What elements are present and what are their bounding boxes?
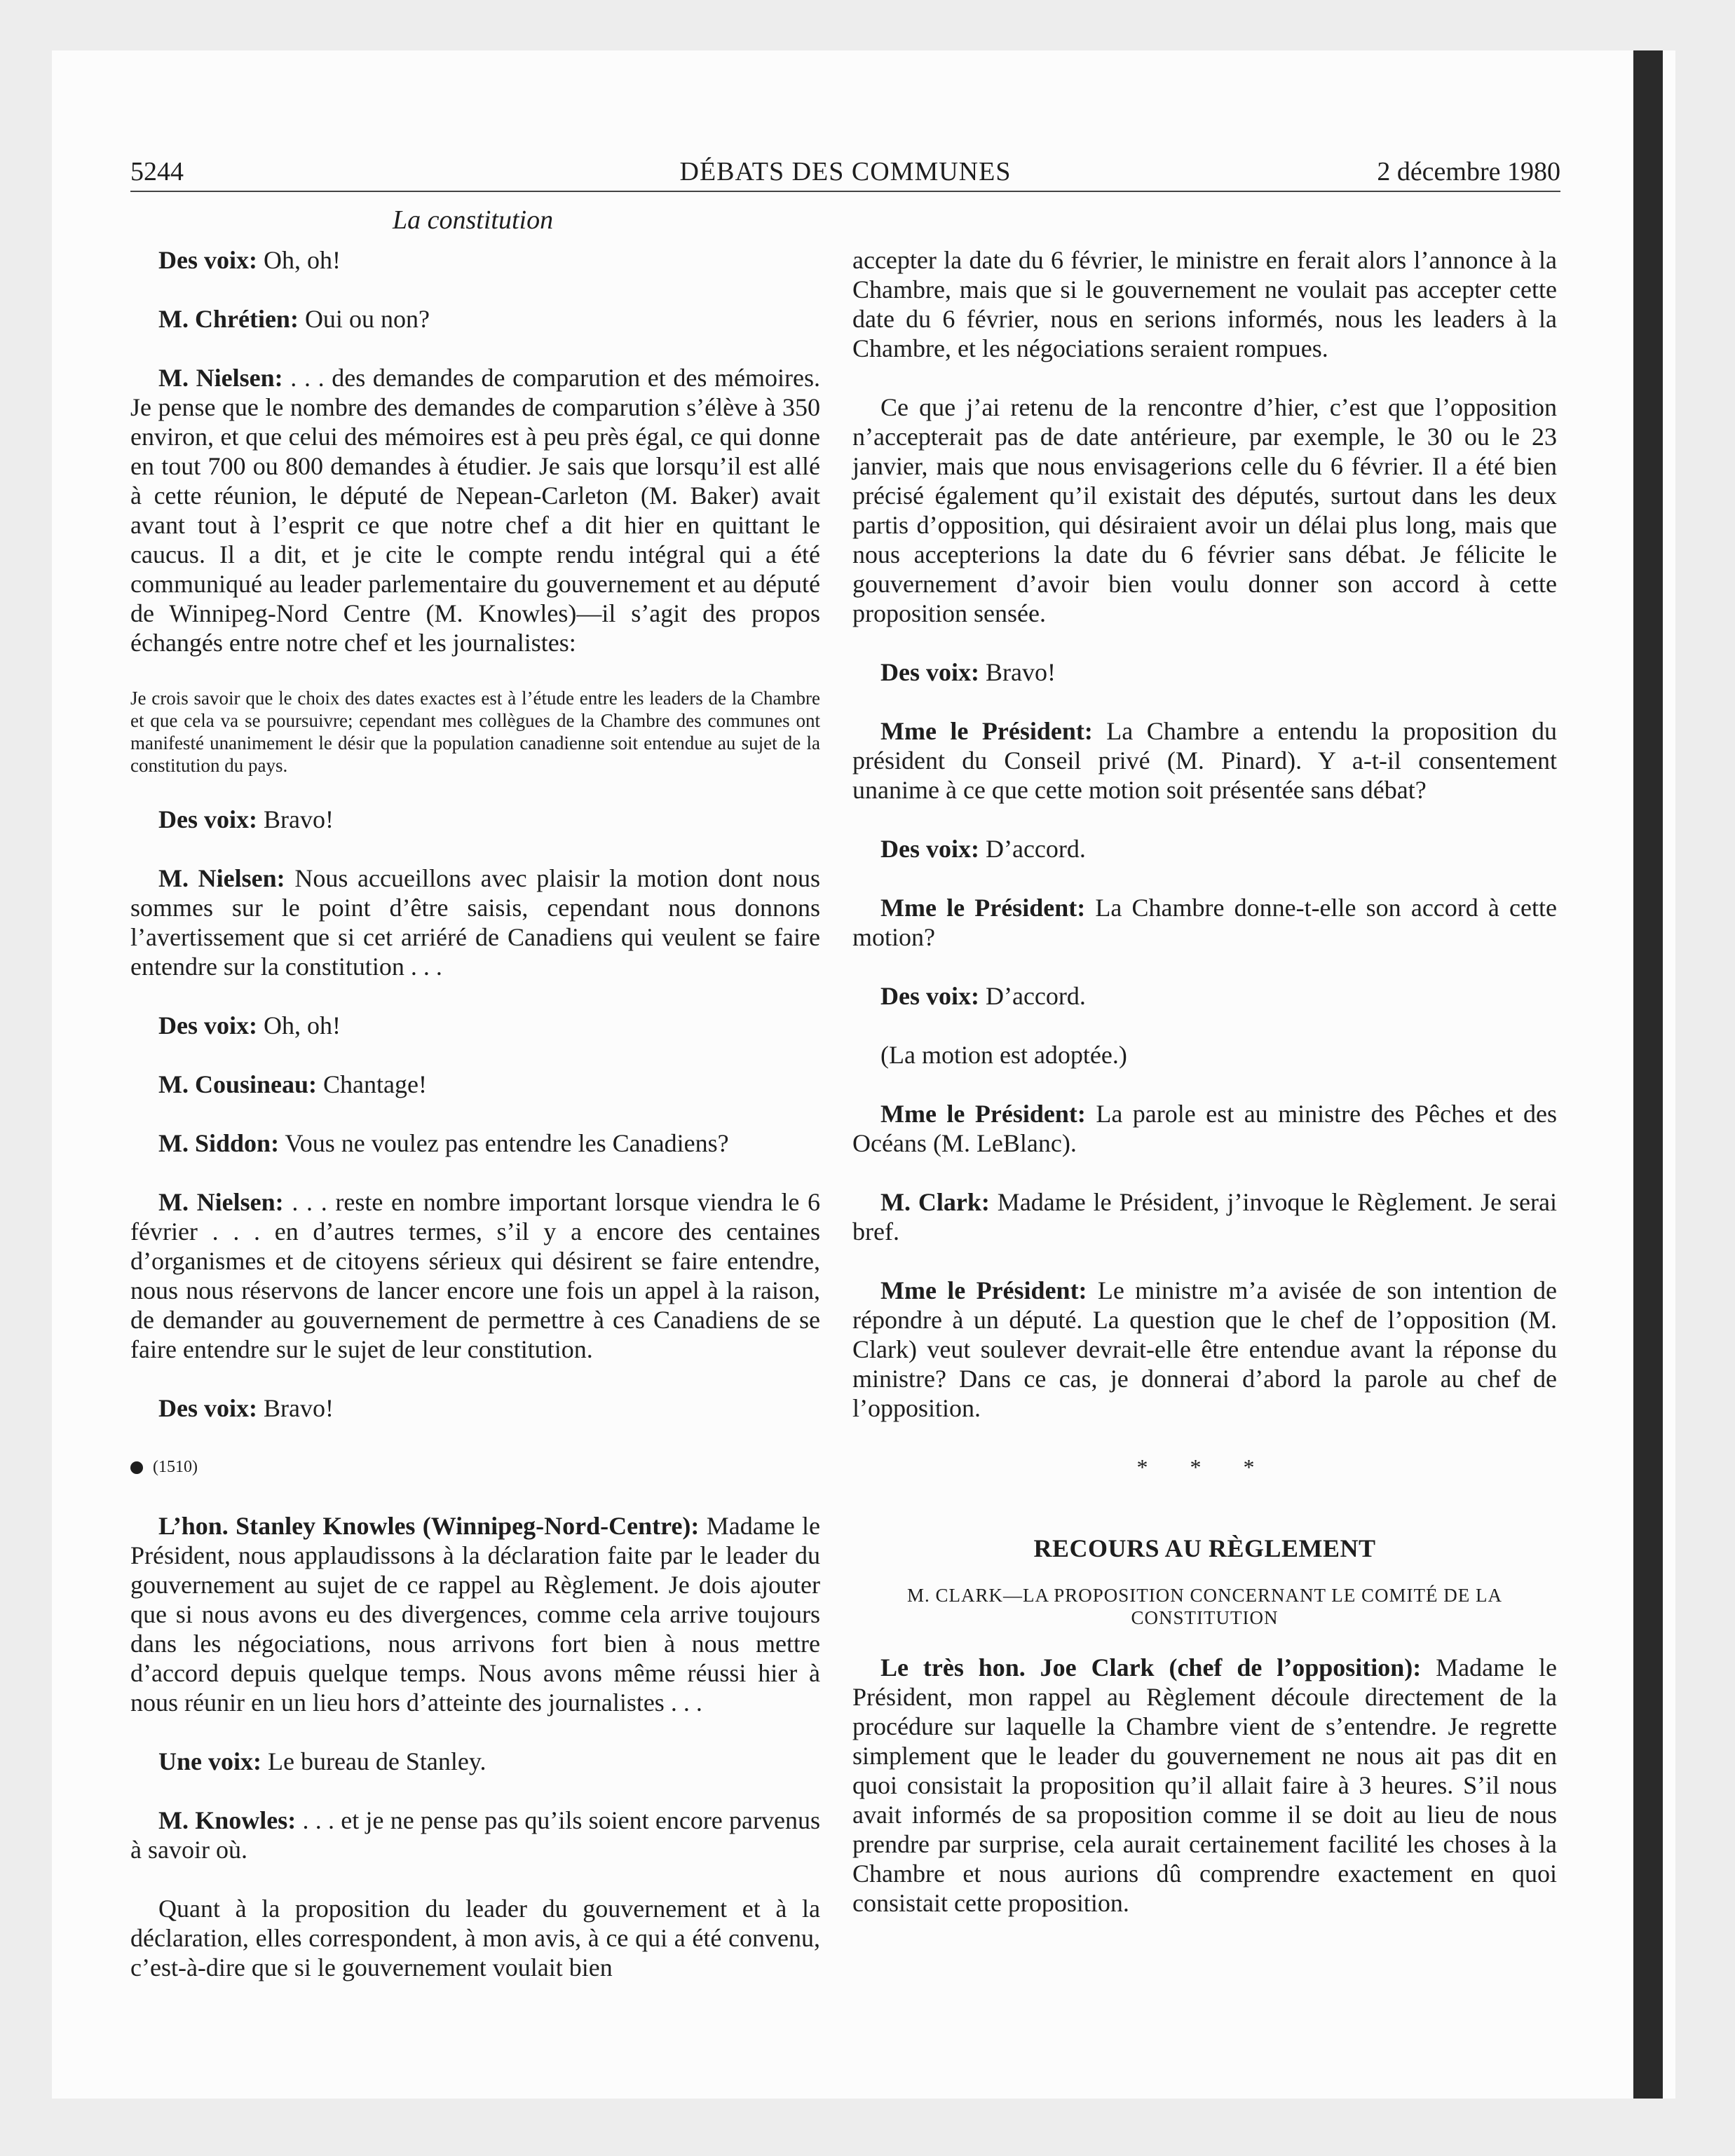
page-number: 5244 [130, 157, 184, 186]
speech-text: Oh, oh! [257, 246, 341, 274]
speech-paragraph [130, 1393, 820, 1423]
speech-text: Madame le Président, mon rappel au Règlement découle directement de la procédure sur laquelle la Chambre vient de s’entendre. Je regrette simplement que le leader du gouvernement ne nous ait pas dit en quoi consistait la proposition qu’il allait faire à 3 heures. S’il nous avait informés de sa proposition comme il se doit au lieu de nous prendre par surprise, cela aurait certainement facilité les choses à la Chambre et nous aurions dû comprendre exactement en quoi consistait cette proposition. [852, 1653, 1557, 1917]
speech-text: Ce que j’ai retenu de la rencontre d’hier, c’est que l’opposition n’accepterait pas de date antérieure, par exemple, le 30 ou le 23 janvier, mais que nous envisagerions celle du 6 février. Il a été bien précisé également qu’il existait des députés, surtout dans les deux partis d’opposition, qui désiraient avoir un délai plus long, mais que nous accepterions la date du 6 février sans débat. Je félicite le gouvernement d’avoir bien voulu donner son accord à cette proposition sensée. [852, 393, 1557, 627]
text-paragraph [852, 1040, 1557, 1070]
speaker-name: Mme le Président: [880, 1276, 1087, 1304]
speaker-name: M. Cousineau: [158, 1070, 318, 1098]
speech-paragraph [130, 304, 820, 334]
speaker-name: M. Knowles: [158, 1806, 297, 1834]
speech-paragraph [852, 1653, 1557, 1918]
speaker-name: Des voix: [880, 658, 979, 686]
speaker-name: Des voix: [158, 1394, 257, 1422]
speech-text: (La motion est adoptée.) [880, 1041, 1127, 1069]
publication-title: DÉBATS DES COMMUNES [679, 157, 1012, 186]
speech-paragraph [852, 834, 1557, 864]
time-marker [130, 1452, 820, 1482]
speech-text: accepter la date du 6 février, le ministre en ferait alors l’annonce à la Chambre, mais que si le gouvernement ne voulait pas accepter cette date du 6 février, nous en serions informés, nous les leaders à la Chambre, et les négociations seraient rompues. [852, 246, 1557, 362]
text-paragraph [852, 393, 1557, 628]
right-column [852, 245, 1557, 1947]
speech-paragraph [130, 1070, 820, 1099]
speaker-name: Des voix: [158, 1011, 257, 1039]
time-marker-text: (1510) [153, 1458, 198, 1476]
speech-text: Oui ou non? [298, 305, 430, 333]
page-header [130, 153, 1560, 192]
speaker-name: Le très hon. Joe Clark (chef de l’opposition): [880, 1653, 1422, 1681]
speaker-name: Des voix: [880, 982, 979, 1010]
speech-text: Bravo! [257, 1394, 334, 1422]
speech-paragraph [130, 805, 820, 834]
speech-text: La Chambre a entendu la proposition du président du Conseil privé (M. Pinard). Y a-t-il consentement unanime à ce que cette motion soit présentée sans débat? [852, 717, 1557, 804]
subsection-heading: M. CLARK—LA PROPOSITION CONCERNANT LE COMITÉ DE LA CONSTITUTION [906, 1585, 1503, 1628]
speaker-name: M. Nielsen: [158, 1188, 284, 1216]
speech-text: La parole est au ministre des Pêches et des Océans (M. LeBlanc). [852, 1100, 1557, 1157]
speech-paragraph [130, 1187, 820, 1364]
running-head: La constitution [393, 205, 554, 235]
speech-paragraph [130, 363, 820, 657]
speech-text: Madame le Président, j’invoque le Règlement. Je serai bref. [852, 1188, 1557, 1246]
speaker-name: Des voix: [158, 246, 257, 274]
speech-paragraph [130, 1128, 820, 1158]
speech-text: Bravo! [257, 805, 334, 833]
speech-text: D’accord. [979, 835, 1086, 863]
speech-text: D’accord. [979, 982, 1086, 1010]
speech-paragraph [130, 1747, 820, 1776]
speech-paragraph [852, 981, 1557, 1011]
speech-text: Le ministre m’a avisée de son intention de répondre à un député. La question que le chef de l’opposition (M. Clark) veut soulever devrait-elle être entendue avant la réponse du ministre? Dans ce cas, je donnerai d’abord la parole au chef de l’opposition. [852, 1276, 1557, 1422]
speaker-name: Mme le Président: [880, 1100, 1086, 1128]
speech-paragraph [130, 1806, 820, 1864]
speech-paragraph [130, 864, 820, 981]
text-paragraph [130, 1894, 820, 1982]
speaker-name: M. Nielsen: [158, 864, 285, 892]
speech-paragraph [852, 893, 1557, 952]
speech-text: Chantage! [317, 1070, 427, 1098]
publication-date: 2 décembre 1980 [1377, 157, 1560, 186]
speech-paragraph [130, 245, 820, 275]
speech-paragraph [130, 1011, 820, 1040]
speech-text: . . . reste en nombre important lorsque viendra le 6 février . . . en d’autres termes, s’il y a encore des centaines d’organismes et de citoyens sérieux qui désirent se faire entendre, nous nous réservons de lancer encore une fois un appel à la raison, de demander au gouvernement de permettre à ces Canadiens de se faire entendre sur le sujet de leur constitution. [130, 1188, 820, 1363]
scan-binding-edge [1633, 50, 1663, 2099]
speaker-name: Mme le Président: [880, 894, 1086, 922]
speaker-name: M. Siddon: [158, 1129, 280, 1157]
left-column [130, 245, 820, 2012]
speech-paragraph [852, 1187, 1557, 1246]
speech-text: Quant à la proposition du leader du gouvernement et à la déclaration, elles correspondent, à mon avis, à ce qui a été convenu, c’est-à-dire que si le gouvernement voulait bien [130, 1895, 820, 1981]
speaker-name: Des voix: [158, 805, 257, 833]
speaker-name: M. Clark: [880, 1188, 990, 1216]
speech-text: . . . des demandes de comparution et des mémoires. Je pense que le nombre des demandes de comparution s’élève à 350 environ, et que celui des mémoires est à peu près égal, ce qui donne en tout 700 ou 800 demandes à étudier. Je sais que lorsqu’il est allé à cette réunion, le député de Nepean-Carleton (M. Baker) avait avant tout à l’esprit ce que notre chef a dit hier en quittant le caucus. Il a dit, et je cite le compte rendu intégral qui a été communiqué au leader parlementaire du gouvernement et au député de Winnipeg-Nord Centre (M. Knowles)—il s’agit des propos échangés entre notre chef et les journalistes: [130, 364, 820, 657]
speech-text: Oh, oh! [257, 1011, 341, 1039]
speaker-name: M. Chrétien: [158, 305, 299, 333]
speaker-name: M. Nielsen: [158, 364, 283, 392]
speech-paragraph [852, 1099, 1557, 1158]
speech-paragraph [852, 716, 1557, 805]
speaker-name: Des voix: [880, 835, 979, 863]
block-quote: Je crois savoir que le choix des dates exactes est à l’étude entre les leaders de la Chambre et que cela va se poursuivre; cependant mes collègues de la Chambre des communes ont manifesté unanimement le désir que la population canadienne soit entendue au sujet de la constitution du pays. [130, 688, 820, 776]
speech-paragraph [852, 657, 1557, 687]
speech-text: . . . et je ne pense pas qu’ils soient encore parvenus à savoir où. [130, 1806, 820, 1864]
section-heading: RECOURS AU RÈGLEMENT [1033, 1534, 1376, 1562]
section-separator: * * * [1136, 1454, 1273, 1480]
text-paragraph [852, 245, 1557, 363]
speaker-name: L’hon. Stanley Knowles (Winnipeg-Nord-Centre): [158, 1512, 700, 1540]
bullet-icon [130, 1461, 143, 1474]
speech-text: Nous accueillons avec plaisir la motion dont nous sommes sur le point d’être saisis, cependant nous donnons l’avertissement que si cet arriéré de Canadiens qui veulent se faire entendre sur la constitution . . . [130, 864, 820, 981]
speech-text: Vous ne voulez pas entendre les Canadiens? [279, 1129, 729, 1157]
speech-text: Bravo! [979, 658, 1056, 686]
speech-text: La Chambre donne-t-elle son accord à cette motion? [852, 894, 1557, 951]
speech-paragraph [130, 1511, 820, 1717]
speaker-name: Une voix: [158, 1747, 261, 1775]
speaker-name: Mme le Président: [880, 717, 1093, 745]
speech-text: Le bureau de Stanley. [261, 1747, 487, 1775]
speech-text: Madame le Président, nous applaudissons à la déclaration faite par le leader du gouvernement au sujet de ce rappel au Règlement. Je dois ajouter que si nous avons eu des divergences, comme cela arrive toujours dans les négociations, nous arrivons fort bien à nous mettre d’accord depuis quelque temps. Nous avons même réussi hier à nous réunir en un lieu hors d’atteinte des journalistes . . . [130, 1512, 821, 1717]
speech-paragraph [852, 1276, 1557, 1423]
